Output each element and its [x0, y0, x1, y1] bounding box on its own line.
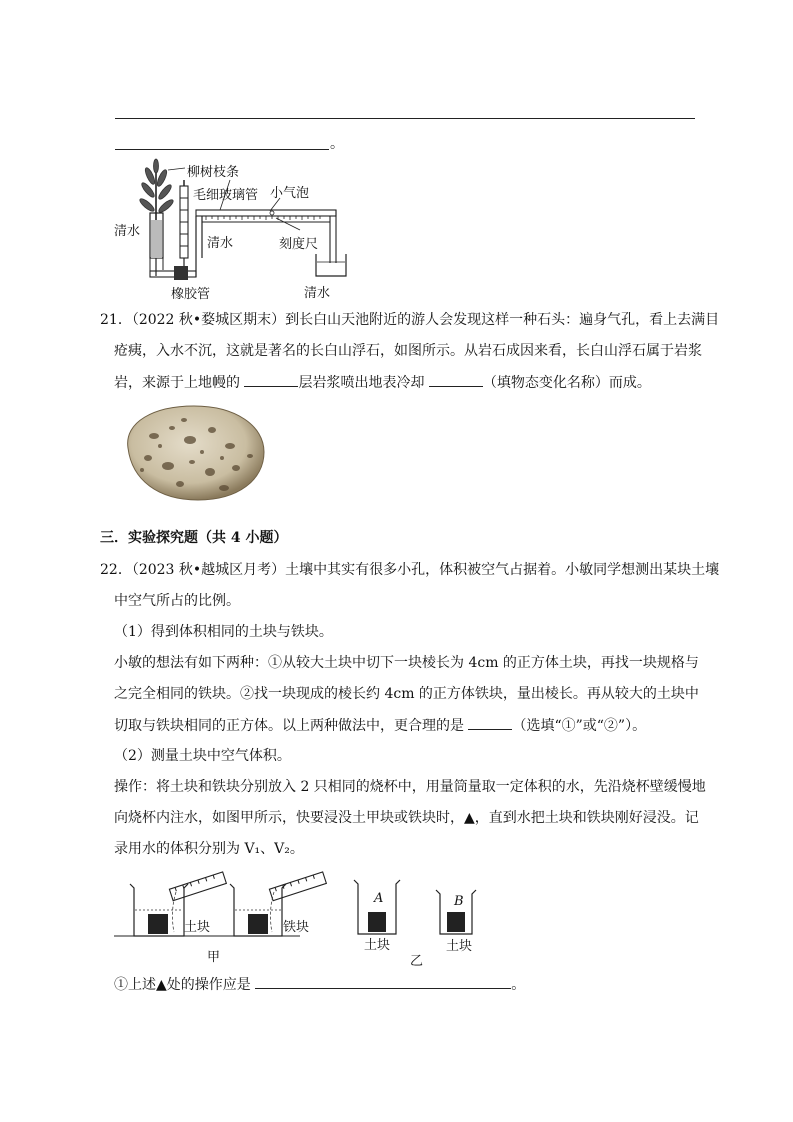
- q21-blank-1[interactable]: [244, 372, 298, 387]
- beaker-figure-svg: [110, 862, 490, 964]
- beaker-figure: [110, 862, 490, 964]
- q22-line-1: 22．（2023 秋•越城区月考）土壤中其实有很多小孔，体积被空气占据着。小敏同学想测出某块土壤: [100, 562, 720, 578]
- label-soil-block: 土块: [184, 920, 211, 935]
- q22-op-3: 录用水的体积分别为 V₁、V₂。: [114, 841, 304, 857]
- label-soil-b: 土块: [446, 939, 473, 954]
- pumice-stone-image: [114, 400, 270, 504]
- label-fig-yi: 乙: [410, 954, 424, 969]
- q22-sub-2: （2）测量土块中空气体积。: [114, 748, 291, 764]
- q22-final-question: [114, 974, 525, 995]
- q21-blank-2[interactable]: [429, 372, 483, 387]
- label-water-mid: 清水: [207, 236, 234, 251]
- label-beaker-a: A: [374, 891, 384, 906]
- q22-op-2: 向烧杯内注水，如图甲所示，快要浸没土甲块或铁块时，▲，直到水把土块和铁块刚好浸没。记: [114, 810, 699, 826]
- pumice-stone-svg: [114, 400, 270, 504]
- answer-line-1: [115, 118, 695, 119]
- q22-final-blank[interactable]: [255, 974, 511, 989]
- q22-blank-choice[interactable]: [468, 715, 512, 730]
- q21-line-3: [114, 372, 651, 393]
- q22-final-a: ①上述▲处的操作应是: [114, 977, 251, 993]
- q22-para-3a: 切取与铁块相同的正方体。以上两种做法中，更合理的是: [114, 718, 464, 734]
- q22-para-2: 之完全相同的铁块。②找一块现成的棱长约 4cm 的正方体铁块，量出棱长。再从较大的土块中: [114, 686, 699, 702]
- q22-line-2: 中空气所占的比例。: [114, 593, 240, 609]
- label-beaker-b: B: [454, 894, 464, 909]
- q22-para-3b: （选填“①”或“②”）。: [512, 718, 647, 734]
- answer-line-end: 。: [330, 136, 344, 152]
- q22-para-1: 小敏的想法有如下两种：①从较大土块中切下一块棱长为 4cm 的正方体土块，再找一块规格与: [114, 655, 699, 671]
- q22-op-1: 操作：将土块和铁块分别放入 2 只相同的烧杯中，用量筒量取一定体积的水，先沿烧杯壁缓慢地: [114, 779, 706, 795]
- answer-line-2: [115, 149, 329, 150]
- label-willow-branch: 柳树枝条: [187, 165, 240, 180]
- label-fig-jia: 甲: [207, 950, 221, 965]
- label-soil-a: 土块: [364, 938, 391, 953]
- q22-para-3: [114, 715, 646, 736]
- label-iron-block: 铁块: [283, 920, 310, 935]
- label-ruler: 刻度尺: [279, 237, 319, 252]
- q22-sub-1: （1）得到体积相同的土块与铁块。: [114, 624, 333, 640]
- q21-line-1: 21．（2022 秋•婺城区期末）到长白山天池附近的游人会发现这样一种石头：遍身气孔，看上去满目: [100, 312, 720, 328]
- label-bubble: 小气泡: [270, 186, 310, 201]
- q21-line-3a: 岩，来源于上地幔的: [114, 375, 240, 391]
- label-water-right: 清水: [304, 286, 331, 301]
- q21-line-3c: （填物态变化名称）而成。: [482, 375, 651, 391]
- section-3-heading: 三．实验探究题（共 4 小题）: [100, 530, 288, 546]
- label-capillary: 毛细玻璃管: [193, 188, 259, 203]
- q22-final-b: 。: [511, 977, 526, 993]
- q21-line-2: 疮痍，入水不沉，这就是著名的长白山浮石，如图所示。从岩石成因来看，长白山浮石属于岩浆: [114, 343, 702, 359]
- label-water-left: 清水: [114, 224, 141, 239]
- label-rubber-tube: 橡胶管: [171, 287, 211, 302]
- q21-line-3b: 层岩浆喷出地表冷却: [298, 375, 425, 391]
